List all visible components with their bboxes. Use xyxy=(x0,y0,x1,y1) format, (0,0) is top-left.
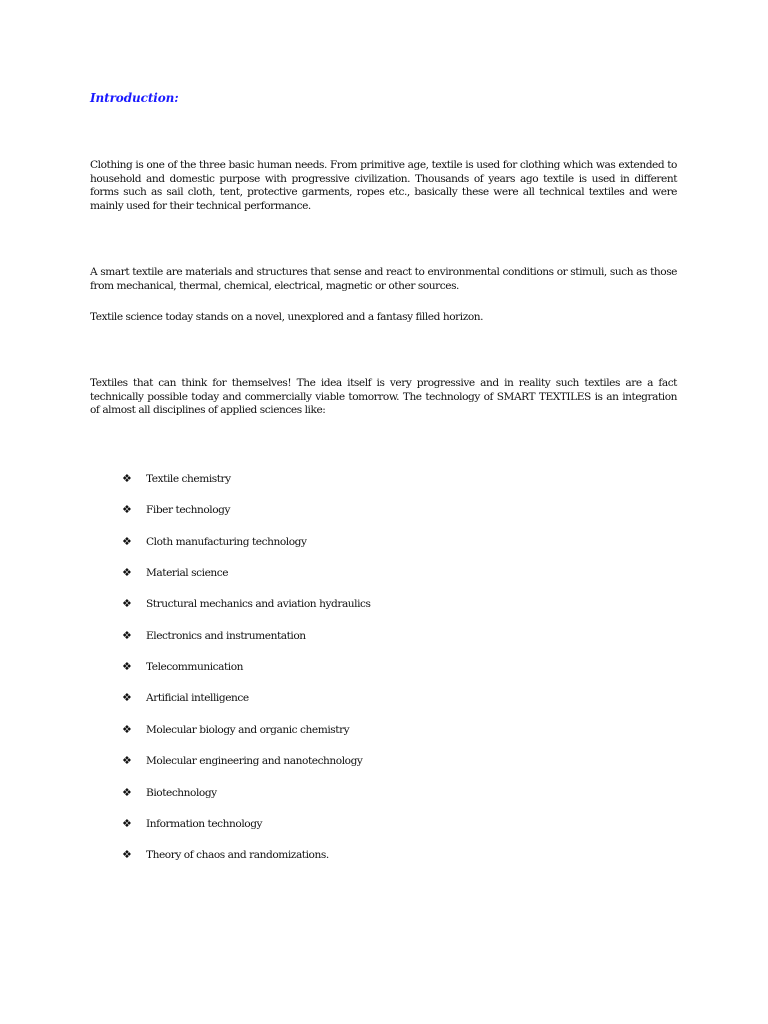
paragraph-smart-textile-definition: A smart textile are materials and structures that sense and react to environmental conditions or stimuli, such as those from mechanical, thermal, chemical, electrical, magnetic or other sources. xyxy=(90,266,677,292)
diamond-bullet-icon: ❖ xyxy=(122,597,132,610)
list-item xyxy=(0,787,500,803)
diamond-bullet-icon: ❖ xyxy=(122,723,132,736)
paragraph-thinking-textiles: Textiles that can think for themselves! The idea itself is very progressive and in reality such textiles are a fact technically possible today and commercially viable tomorrow. The technology of SMART TEXTILES is an integration of almost all disciplines of applied sciences like: xyxy=(90,377,677,416)
diamond-bullet-icon: ❖ xyxy=(122,848,132,861)
diamond-bullet-icon: ❖ xyxy=(122,660,132,673)
list-item-text: Telecommunication xyxy=(146,661,244,673)
list-item xyxy=(0,567,500,583)
list-item xyxy=(0,598,500,614)
list-item-text: Information technology xyxy=(146,818,263,830)
list-item-text: Electronics and instrumentation xyxy=(146,630,306,642)
list-item xyxy=(0,818,500,834)
list-item xyxy=(0,473,500,489)
list-item xyxy=(0,504,500,520)
list-item-text: Structural mechanics and aviation hydraulics xyxy=(146,598,371,610)
diamond-bullet-icon: ❖ xyxy=(122,786,132,799)
list-item xyxy=(0,536,500,552)
diamond-bullet-icon: ❖ xyxy=(122,535,132,548)
list-item xyxy=(0,849,500,865)
list-item-text: Molecular engineering and nanotechnology xyxy=(146,755,363,767)
list-item-text: Molecular biology and organic chemistry xyxy=(146,724,350,736)
list-item-text: Theory of chaos and randomizations. xyxy=(146,849,329,861)
list-item-text: Textile chemistry xyxy=(146,473,231,485)
diamond-bullet-icon: ❖ xyxy=(122,754,132,767)
list-item-text: Cloth manufacturing technology xyxy=(146,536,307,548)
diamond-bullet-icon: ❖ xyxy=(122,629,132,642)
diamond-bullet-icon: ❖ xyxy=(122,472,132,485)
list-item xyxy=(0,661,500,677)
diamond-bullet-icon: ❖ xyxy=(122,691,132,704)
list-item xyxy=(0,630,500,646)
diamond-bullet-icon: ❖ xyxy=(122,817,132,830)
list-item xyxy=(0,755,500,771)
list-item-text: Fiber technology xyxy=(146,504,231,516)
section-heading: Introduction: xyxy=(90,91,179,105)
list-item xyxy=(0,692,500,708)
diamond-bullet-icon: ❖ xyxy=(122,503,132,516)
list-item-text: Material science xyxy=(146,567,229,579)
list-item-text: Biotechnology xyxy=(146,787,217,799)
diamond-bullet-icon: ❖ xyxy=(122,566,132,579)
list-item xyxy=(0,724,500,740)
paragraph-textile-science: Textile science today stands on a novel, unexplored and a fantasy filled horizon. xyxy=(90,311,484,323)
paragraph-clothing-needs: Clothing is one of the three basic human needs. From primitive age, textile is used for clothing which was extended to household and domestic purpose with progressive civilization. Thousands of years ago textile is used in different forms such as sail cloth, tent, protective garments, ropes etc., basically these were all technical textiles and were mainly used for their technical performance. xyxy=(90,159,677,212)
list-item-text: Artificial intelligence xyxy=(146,692,249,704)
